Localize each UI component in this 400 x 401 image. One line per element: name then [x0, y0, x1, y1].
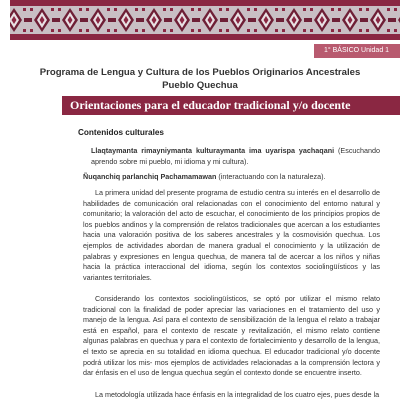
section-heading: Contenidos culturales	[78, 128, 164, 137]
header-decorative-band	[0, 0, 400, 40]
item1-translation: (Escuchando aprendo sobre mi pueblo, mi idioma y mi cultura).	[91, 146, 380, 166]
program-title-line1: Programa de Lengua y Cultura de los Pueblos Originarios Ancestrales	[39, 67, 361, 78]
andean-pattern-icon	[0, 0, 400, 40]
body-paragraph-1: La primera unidad del presente programa de estudio centra su interés en el desarrollo de habilidades de comunicación oral relacionadas con el conocimiento del entorno natural y comunitario; la valoración del acto de escuchar, el conocimiento de los principios propios de los pueblos andinos y la comprensión de relatos tradicionales que acercan a los estudiantes hacia una valoración positiva de los saberes ancestrales y la cosmovisión quechua. Los ejemplos de actividades abordan de manera gradual el conocimiento y la utilización de palabras y expresiones en lengua quechua, de manera tal de acercar a los niños y niñas hacia la práctica interaccional del idioma, según los contextos sociolingüísticos y las variantes territoriales.	[83, 188, 380, 282]
program-title-line2: Pueblo Quechua	[162, 80, 238, 91]
section-banner: Orientaciones para el educador tradicional y/o docente	[62, 96, 400, 115]
item2-translation: (interactuando con la naturaleza).	[216, 172, 326, 181]
cultural-content-item-1	[83, 146, 380, 167]
body-paragraph-2: Considerando los contextos sociolingüísticos, se optó por utilizar el mismo relato tradicional con la finalidad de poder apreciar las variaciones en el tratamiento del uso y manejo de la lengua. Así para el contexto de sensibilización de la lengua el relato a trabajar está en español, para el contexto de rescate y revitalización, el mismo relato contiene algunas palabras en quechua y para el contexto de fortalecimiento y desarrollo de la lengua, el texto se aprecia en su totalidad en idioma quechua. El educador tradicional y/o docente podrá utilizar los mis- mos ejemplos de actividades relacionadas a la comprensión lectora y dar énfasis en el uso de lengua quechua según el contexto donde se encuentre inserto.	[83, 294, 380, 378]
band-left-edge	[0, 0, 10, 40]
unit-badge: 1° BÁSICO Unidad 1	[314, 44, 400, 58]
body-paragraph-3: La metodología utilizada hace énfasis en la integralidad de los cuatro ejes, pues desde la	[95, 390, 380, 399]
program-title	[0, 66, 400, 92]
item1-quechua: Llaqtaymanta rimayniymanta kulturaymanta ima uyarispa yachaqani	[91, 146, 335, 155]
item2-quechua: Ñuqanchiq parlanchiq Pachamamawan	[83, 172, 217, 181]
cultural-content-item-2	[83, 172, 380, 183]
